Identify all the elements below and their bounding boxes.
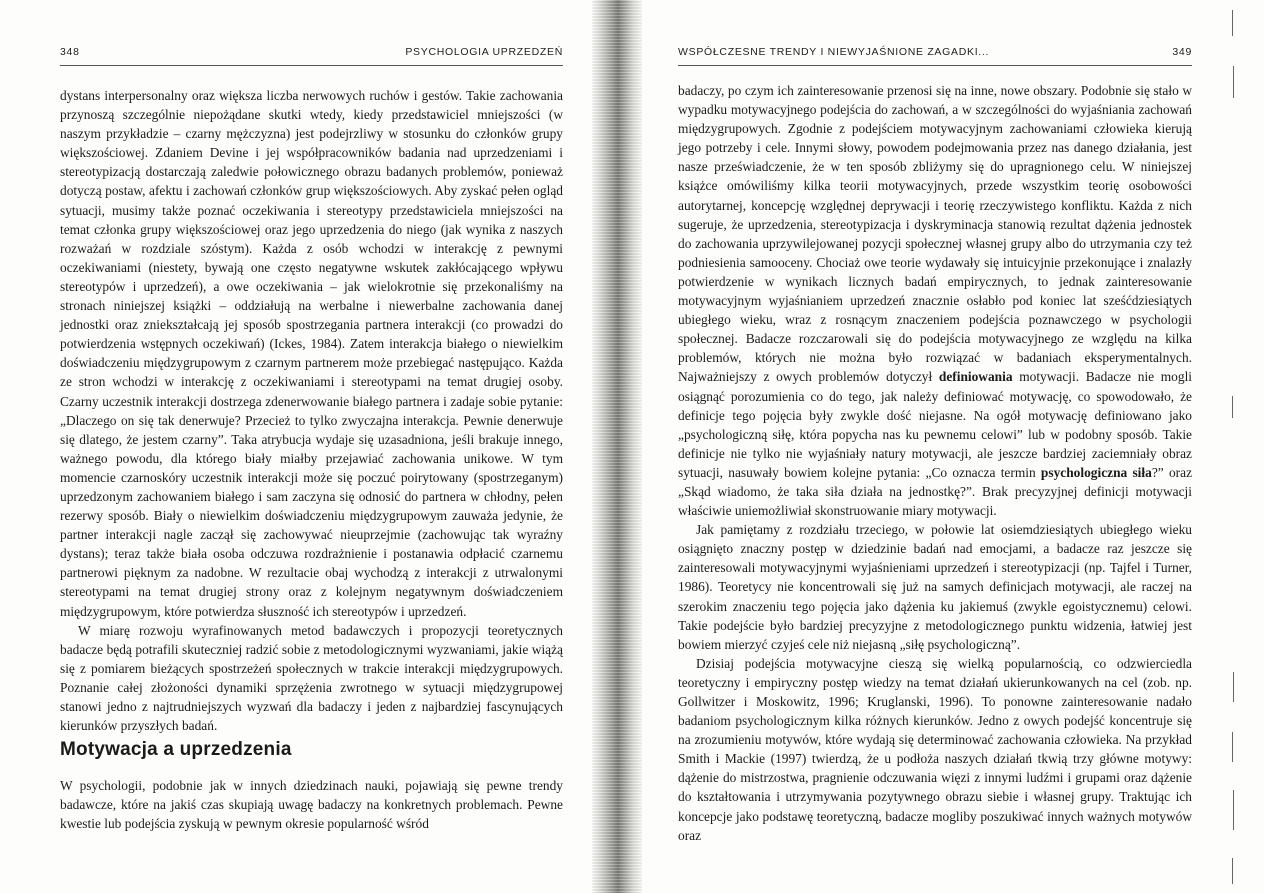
page-number-right: 349 [1172,46,1192,58]
page-number-left: 348 [60,46,80,58]
term-psychologiczna-sila: psychologiczna siła [1040,464,1152,480]
right-paragraph-3: Dzisiaj podejścia motywacyjne cieszą się wielką popularnością, co odzwierciedla teoretyczny i empiryczny postęp wiedzy na temat działań ukierunkowanych na cel (zob. np. Gollwitzer i Moskowitz, 1996; Kruglanski, 1996). To ponowne zainteresowanie nadało badaniom psychologicznym kilka różnych kierunków. Jedno z owych podejść koncentruje się na zrozumieniu motywów, które wydają się determinować zachowania człowieka. Na przykład Smith i Mackie (1997) twierdzą, że u podłoża naszych działań tkwią trzy główne motywy: dążenie do mistrzostwa, pragnienie odczuwania więzi z innymi ludźmi i grupami oraz dążenie do kształtowania i utrzymywania pozytywnego obrazu siebie i własnej grupy. Traktując ich koncepcje jako podstawę teoretyczną, badacze mogliby poszukiwać innych ważnych motywów oraz [678,655,1192,843]
left-paragraph-2: W miarę rozwoju wyrafinowanych metod badawczych i propozycji teoretycznych badacze będą potrafili skuteczniej radzić sobie z metodologicznymi wyzwaniami, jakie wiążą się z pomiarem bieżących spostrzeżeń społecznych w trakcie interakcji międzygrupowych. Poznanie całej złożoności dynamiki sprzężenia zwrotnego w sytuacji międzygrupowej stanowi jedno z najtrudniejszych wyzwań dla badaczy i jeden z najbardziej fascynujących kierunków przyszłych badań. [60,622,563,734]
left-page [0,0,592,893]
p1-part3: ?” oraz „Skąd wiadomo, że taka siła działa na jednostkę?”. Brak precyzyjnej definicji motywacji właściwie uniemożliwiał skonstruowanie miary motywacji. [678,464,1193,519]
p1-part1: badaczy, po czym ich zainteresowanie przenosi się na inne, nowe obszary. Podobnie się stało w wypadku motywacyjnego podejścia do zachowań, a w szczególności do wyjaśniania zachowań międzygrupowych. Zgodnie z podejściem motywacyjnym zachowaniami człowieka kierują jego potrzeby i cele. Innymi słowy, powodem podejmowania przez nas danego działania, jest nasze przeświadczenie, że w ten sposób zbliżymy się do upragnionego celu. W niniejszej książce omówiliśmy kilka teorii motywacyjnych, przede wszystkim teorię osobowości autorytarnej, koncepcję względnej deprywacji i teorię rzeczywistego konfliktu. Każda z nich sugeruje, że uprzedzenia, stereotypizacja i dyskryminacja stanowią rezultat dążenia jednostek do zachowania uprzywilejowanej pozycji społecznej własnej grupy albo do utrzymania czy też podniesienia samooceny. Chociaż owe teorie wydawały się intuicyjnie przekonujące i znalazły potwierdzenie w wynikach licznych badań empirycznych, to jednak zainteresowanie motywacyjnym wyjaśnianiem uprzedzeń znacznie osłabło pod koniec lat sześćdziesiątych ubiegłego wieku, wraz z rosnącym znaczeniem podejścia poznawczego w psychologii społecznej. Badacze rozczarowali się do podejścia motywacyjnego ze względu na kilka problemów, których nie można było rozwiązać w badaniach eksperymentalnych. Najważniejszy z owych problemów dotyczył [678,83,1192,385]
left-paragraph-1: dystans interpersonalny oraz większa liczba nerwowych ruchów i gestów. Takie zachowania przynoszą szczególnie niepożądane skutki wtedy, kiedy przedstawiciel mniejszości (w naszym przykładzie – czarny mężczyzna) jest podejrzliwy w stosunku do członków grupy większościowej. Zdaniem Devine i jej współpracowników badania nad uprzedzeniami i stereotypizacją dostarczają zaledwie połowicznego obrazu badanych problemów, ponieważ dotyczą postaw, afektu i zachowań członków grup większościowych. Aby zyskać pełen ogląd sytuacji, musimy także poznać oczekiwania i stereotypy przedstawiciela mniejszości na temat członka grupy większościowej oraz jego uprzedzenia do niego (jak wynika z naszych rozważań w rozdziale szóstym). Każda z osób wchodzi w interakcję z pewnymi oczekiwaniami (niestety, bywają one często negatywne wskutek zakłócającego wpływu stereotypów i uprzedzeń), a owe oczekiwania – jak wielokrotnie się przekonaliśmy na stronach niniejszej książki – oddziałują na werbalne i niewerbalne zachowania danej jednostki oraz zniekształcają jej sposób spostrzegania partnera interakcji (co prowadzi do potwierdzenia wstępnych oczekiwań) (Ickes, 1984). Zatem interakcja białego o niewielkim doświadczeniu międzygrupowym z czarnym partnerem może przebiegać następująco. Każda ze stron wchodzi w interakcję z oczekiwaniami i stereotypami na temat drugiej osoby. Czarny uczestnik interakcji dostrzega zdenerwowanie białego partnera i zadaje sobie pytanie: „Dlaczego on się tak denerwuje? Przecież to tylko zwyczajna interakcja. Pewnie denerwuje się dlatego, że jestem czarny”. Taka atrybucja wydaje się uzasadniona, jeśli brakuje innego, ważnego powodu, dla którego biały miałby przejawiać zachowania unikowe. W tym momencie czarnoskóry uczestnik interakcji może się poczuć poirytowany (spostrzeganym) uprzedzonym zachowaniem białego i sam zaczyna się odnosić do partnera w chłodny, pełen rezerwy sposób. Biały o niewielkim doświadczeniu międzygrupowym zauważa jedynie, że partner interakcji nagle zaczął się zachowywać nieuprzejmie (zachowując tak wyraźny dystans); teraz także biała osoba odczuwa rozdrażnienie i postanawia odpłacić czarnemu partnerowi pięknym za nadobne. W rezultacie obaj wychodzą z interakcji z utrwalonymi stereotypami na temat drugiej strony oraz z kolejnym negatywnym doświadczeniem międzygrupowym, które potwierdza słuszność ich stereotypów i uprzedzeń. [60,88,563,619]
running-title-left: PSYCHOLOGIA UPRZEDZEŃ [405,46,563,58]
header-rule-right [678,65,1192,66]
book-gutter [592,0,642,893]
left-section-text [60,776,563,833]
right-body-text [678,81,1192,845]
right-paragraph-1 [678,81,1192,520]
scan-edge-mark-6 [1233,790,1234,830]
section-heading: Motywacja a uprzedzenia [60,739,292,760]
scan-edge-mark-2 [1233,66,1234,98]
header-rule-left [60,65,563,66]
running-head-left [60,46,563,62]
running-head-right [678,46,1192,62]
term-definiowania: definiowania [938,369,1013,385]
right-paragraph-2: Jak pamiętamy z rozdziału trzeciego, w połowie lat osiemdziesiątych ubiegłego wieku osiągnięto znaczny postęp w dziedzinie badań nad emocjami, a badacze raz jeszcze się zainteresowali motywacyjnymi wyjaśnieniami uprzedzeń i stereotypizacji (np. Tajfel i Turner, 1986). Teoretycy nie koncentrowali się już na samych definicjach motywacji, ale raczej na szerokim znaczeniu tego pojęcia jako dążenia ku jakiemuś (zwykle egoistycznemu) celowi. Takie podejście było bardziej precyzyjne z metodologicznego punktu widzenia, łatwiej jest bowiem mierzyć czyjeś cele niż niejasną „siłę psychologiczną”. [678,522,1192,652]
scan-edge-mark-3 [1232,396,1233,418]
scan-edge-mark-5 [1232,732,1233,762]
scan-edge-mark-4 [1233,672,1234,702]
scan-edge-mark-7 [1232,858,1233,884]
left-body-text [60,86,563,735]
right-page [642,0,1242,893]
left-paragraph-3: W psychologii, podobnie jak w innych dziedzinach nauki, pojawiają się pewne trendy badawcze, które na jakiś czas skupiają uwagę badaczy na konkretnych problemach. Pewne kwestie lub podejścia zyskują w pewnym okresie popularność wśród [60,778,563,832]
p1-part2: motywacji. Badacze nie mogli osiągnąć porozumienia co do tego, jak należy definiować motywację, co spowodowało, że definicje tego pojęcia były zwykle dość niejasne. Na ogół motywację definiowano jako „psychologiczną siłę, która popycha nas ku pewnemu celowi” lub w podobny sposób. Takie definicje nie tylko nie wyjaśniały natury motywacji, ale jeszcze bardziej zaciemniały obraz sytuacji, nasuwały bowiem kolejne pytania: „Co oznacza termin [678,369,1193,480]
scan-edge-mark-1 [1232,10,1233,36]
running-title-right: WSPÓŁCZESNE TRENDY I NIEWYJAŚNIONE ZAGADKI... [678,46,990,58]
